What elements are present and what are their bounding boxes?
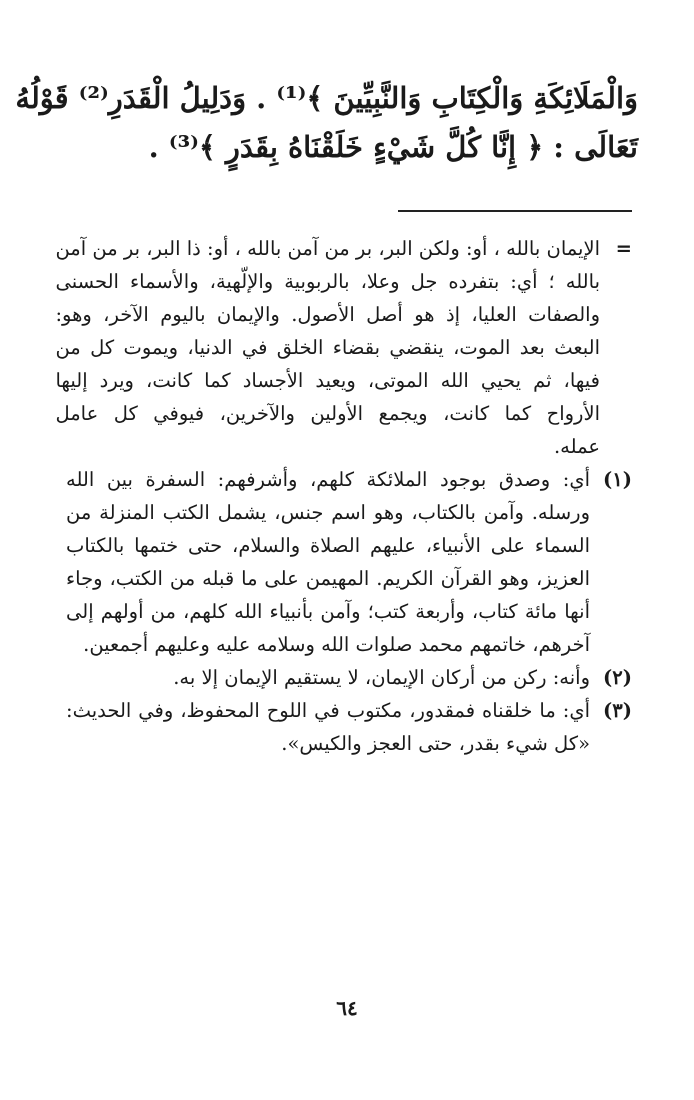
footnote-marker: (٢) (603, 666, 632, 689)
footnote-line: الأرواح كما كانت، ويجمع الأولين والآخرين، فيوفي كل عامل (55, 402, 600, 425)
footnotes (55, 232, 632, 760)
footnote-line: العزيز، وهو القرآن الكريم. المهيمن على ما قبله من الكتب، وجاء (66, 567, 590, 590)
main-text-line: وَالْمَلَائِكَةِ وَالْكِتَابِ وَالنَّبِيِّينَ ﴾⁽¹⁾ . وَدَلِيلُ الْقَدَرِ⁽²⁾ قَوْلُهُ (15, 81, 638, 115)
footnote-marker: = (615, 237, 632, 260)
footnote-line: بالله ؛ أي: بتفرده جل وعلا، بالربوبية والإلّهية، والأسماء الحسنى (55, 270, 600, 293)
footnote-line: أي: وصدق بوجود الملائكة كلهم، وأشرفهم: السفرة بين الله (66, 468, 590, 491)
footnote-marker: (١) (603, 468, 632, 491)
footnote-line: الإيمان بالله ، أو: ولكن البر، بر من آمن بالله ، أو: ذا البر، بر من آمن (55, 237, 600, 260)
footnote-line: وأنه: ركن من أركان الإيمان، لا يستقيم الإيمان إلا به. (173, 666, 590, 689)
footnote-line: البعث بعد الموت، ينقضي بقضاء الخلق في الدنيا، ويموت كل من (55, 336, 600, 359)
footnote-line: فيها، ثم يحيي الله الموتى، ويعيد الأجساد كما كانت، ويرد إليها (55, 369, 600, 392)
footnote-line: ورسله. وآمن بالكتاب، وهو اسم جنس، يشمل الكتب المنزلة من (66, 501, 590, 524)
page-number: ٦٤ (336, 996, 358, 1020)
footnote-line: «كل شيء بقدر، حتى العجز والكيس». (281, 732, 590, 755)
footnote-body (66, 463, 590, 661)
footnote-2 (66, 661, 632, 694)
footnote-line: أنها مائة كتاب، وأربعة كتب؛ وآمن بأنبياء الله كلهم، من أولهم إلى (66, 600, 590, 623)
footnote-3 (66, 694, 632, 760)
main-text (15, 74, 638, 172)
footnote-1 (66, 463, 632, 661)
footnote-body (66, 694, 590, 760)
footnote-line: أي: ما خلقناه فمقدور، مكتوب في اللوح المحفوظ، وفي الحديث: (66, 699, 590, 722)
footnote-body (55, 232, 600, 463)
main-text-line: تَعَالَى : ﴿ إِنَّا كُلَّ شَيْءٍ خَلَقْنَاهُ بِقَدَرٍ ﴾⁽³⁾ . (148, 130, 638, 164)
footnote-marker: (٣) (603, 699, 632, 722)
footnote-line: والصفات العليا، إذ هو أصل الأصول. والإيمان باليوم الآخر، وهو: (55, 303, 600, 326)
footnote-separator (398, 210, 632, 212)
footnote-continuation (55, 232, 632, 463)
footnote-line: عمله. (553, 435, 600, 458)
footnote-body (66, 661, 590, 694)
footnote-line: السماء على الأنبياء، عليهم الصلاة والسلام، حتى ختمها بالكتاب (66, 534, 590, 557)
footnote-line: آخرهم، خاتمهم محمد صلوات الله وسلامه عليه وعليهم أجمعين. (83, 633, 590, 656)
